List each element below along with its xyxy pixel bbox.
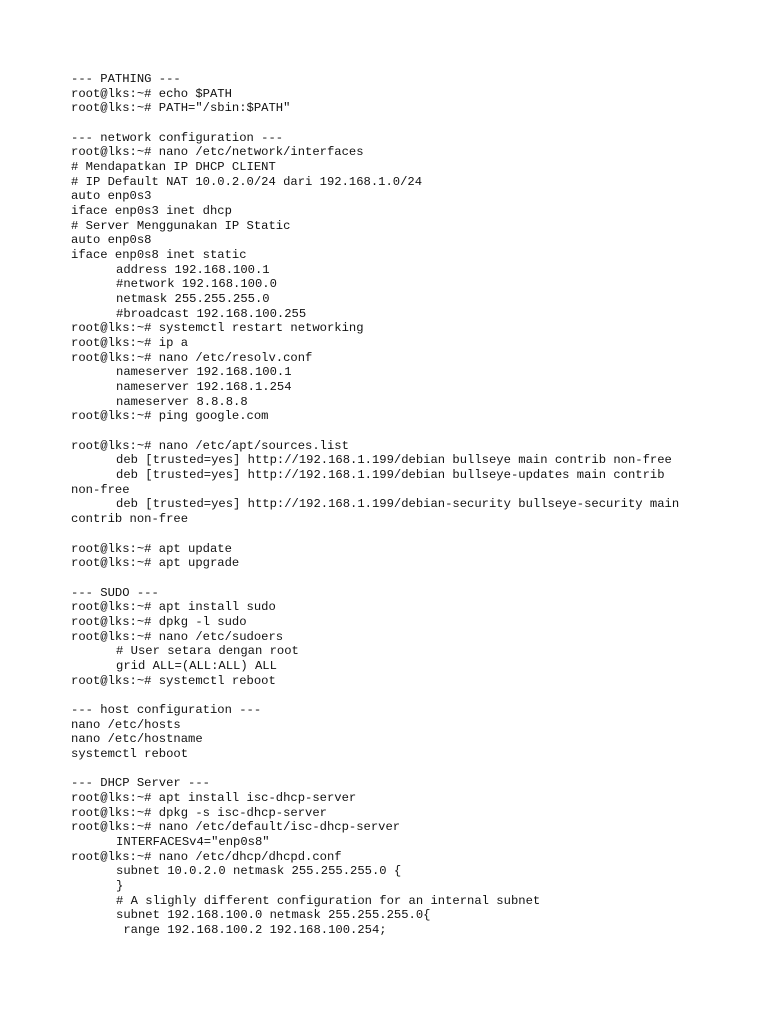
text-line: nameserver 192.168.1.254 — [116, 380, 292, 395]
text-line: #network 192.168.100.0 — [116, 277, 277, 292]
text-line: root@lks:~# ip a — [71, 336, 189, 351]
text-line: root@lks:~# dpkg -s isc-dhcp-server — [71, 805, 327, 820]
text-line: nano /etc/hostname — [71, 732, 203, 747]
text-line: --- DHCP Server --- — [71, 776, 210, 791]
text-line: address 192.168.100.1 — [116, 262, 270, 277]
text-line: root@lks:~# apt upgrade — [71, 556, 240, 571]
text-line: deb [trusted=yes] http://192.168.1.199/debian bullseye-updates main contrib — [116, 468, 665, 483]
text-line: non-free — [71, 482, 130, 497]
text-line: #broadcast 192.168.100.255 — [116, 306, 307, 321]
document-body — [71, 72, 751, 938]
text-line: iface enp0s8 inet static — [71, 248, 247, 263]
blank-line — [71, 424, 751, 439]
text-line: root@lks:~# nano /etc/apt/sources.list — [71, 438, 349, 453]
text-line: nameserver 8.8.8.8 — [116, 394, 248, 409]
blank-line — [71, 688, 751, 703]
text-line: # IP Default NAT 10.0.2.0/24 dari 192.168.1.0/24 — [71, 174, 423, 189]
text-line: --- host configuration --- — [71, 702, 262, 717]
text-line: systemctl reboot — [71, 746, 189, 761]
text-line: root@lks:~# nano /etc/network/interfaces — [71, 145, 364, 160]
text-line: # User setara dengan root — [116, 644, 299, 659]
text-line: root@lks:~# systemctl restart networking — [71, 321, 364, 336]
text-line: nameserver 192.168.100.1 — [116, 365, 292, 380]
text-line: grid ALL=(ALL:ALL) ALL — [116, 658, 277, 673]
text-line: root@lks:~# nano /etc/dhcp/dhcpd.conf — [71, 849, 342, 864]
text-line: deb [trusted=yes] http://192.168.1.199/debian-security bullseye-security main — [116, 497, 680, 512]
blank-line — [71, 527, 751, 542]
text-line: subnet 10.0.2.0 netmask 255.255.255.0 { — [116, 864, 402, 879]
text-line: # Server Menggunakan IP Static — [71, 218, 291, 233]
text-line: iface enp0s3 inet dhcp — [71, 204, 232, 219]
text-line: # Mendapatkan IP DHCP CLIENT — [71, 160, 276, 175]
text-line: root@lks:~# nano /etc/sudoers — [71, 629, 284, 644]
text-line: root@lks:~# ping google.com — [71, 409, 269, 424]
text-line: auto enp0s3 — [71, 189, 152, 204]
text-line: root@lks:~# echo $PATH — [71, 86, 232, 101]
blank-line — [71, 116, 751, 131]
text-line: root@lks:~# apt update — [71, 541, 232, 556]
text-line: root@lks:~# systemctl reboot — [71, 673, 276, 688]
text-line: --- PATHING --- — [71, 72, 181, 86]
text-line: --- SUDO --- — [71, 585, 159, 600]
text-line: nano /etc/hosts — [71, 717, 181, 732]
text-line: auto enp0s8 — [71, 233, 152, 248]
text-line: root@lks:~# apt install sudo — [71, 600, 276, 615]
text-line: } — [116, 878, 124, 893]
text-line: root@lks:~# dpkg -l sudo — [71, 614, 247, 629]
text-line: range 192.168.100.2 192.168.100.254; — [116, 922, 387, 937]
text-line: deb [trusted=yes] http://192.168.1.199/debian bullseye main contrib non-free — [116, 453, 672, 468]
text-line: root@lks:~# nano /etc/default/isc-dhcp-server — [71, 820, 401, 835]
text-line: root@lks:~# PATH="/sbin:$PATH" — [71, 101, 291, 116]
text-line: --- network configuration --- — [71, 130, 284, 145]
text-line: netmask 255.255.255.0 — [116, 292, 270, 307]
text-line: # A slighly different configuration for an internal subnet — [116, 893, 541, 908]
text-line: INTERFACESv4="enp0s8" — [116, 834, 270, 849]
text-line: contrib non-free — [71, 512, 189, 527]
text-line: root@lks:~# nano /etc/resolv.conf — [71, 350, 313, 365]
blank-line — [71, 762, 751, 777]
text-line: subnet 192.168.100.0 netmask 255.255.255.0{ — [116, 908, 431, 923]
text-line: root@lks:~# apt install isc-dhcp-server — [71, 790, 357, 805]
blank-line — [71, 571, 751, 586]
